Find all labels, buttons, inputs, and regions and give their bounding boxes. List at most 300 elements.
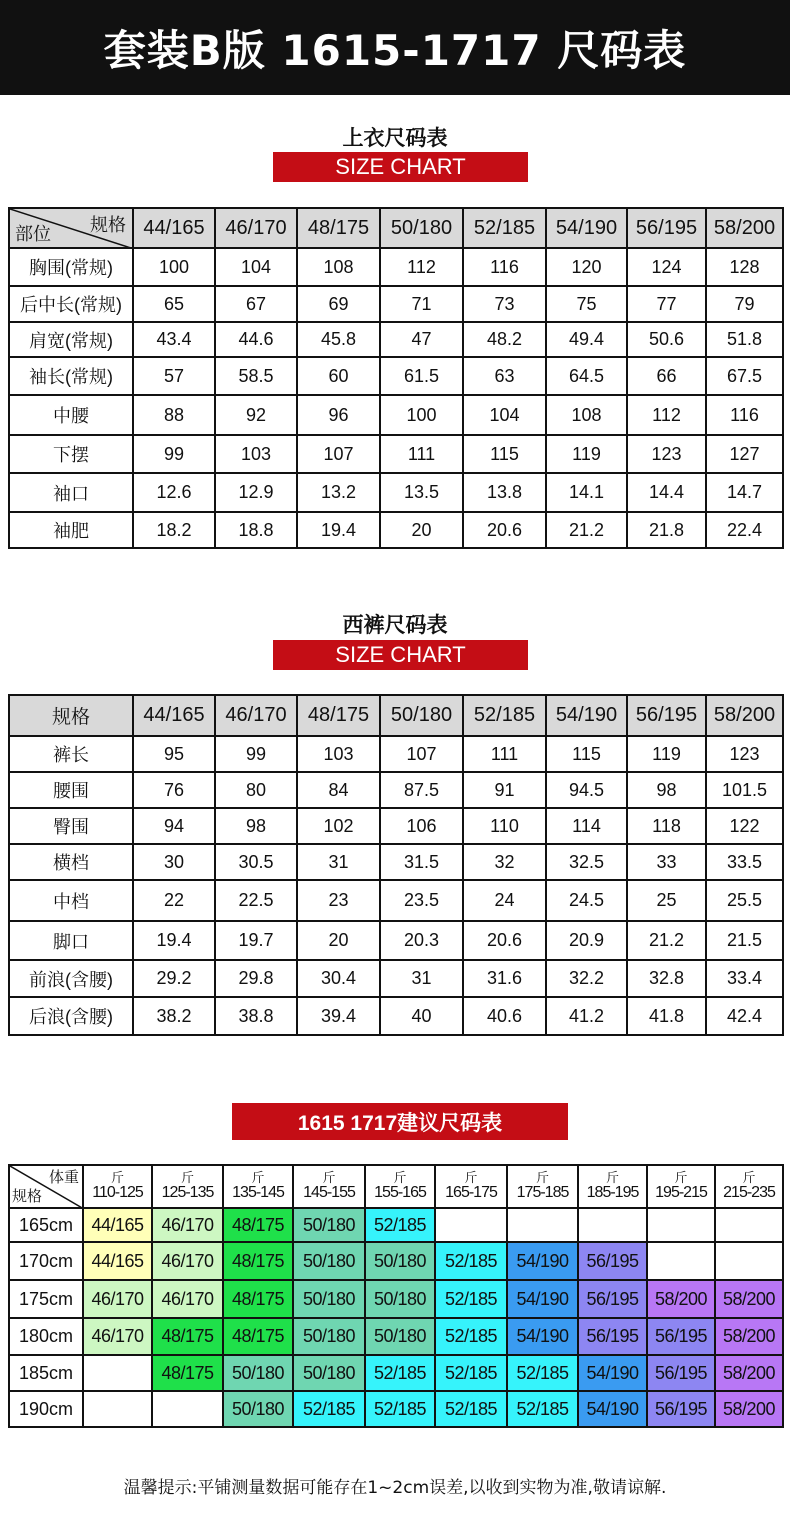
size-cell bbox=[647, 1242, 715, 1280]
table-cell: 122 bbox=[706, 808, 783, 844]
table-cell: 21.2 bbox=[546, 512, 627, 548]
table-cell: 87.5 bbox=[380, 772, 463, 808]
weight-range: 135-145 bbox=[232, 1184, 284, 1201]
size-cell bbox=[507, 1208, 578, 1242]
table-cell: 50.6 bbox=[627, 322, 706, 357]
weight-header bbox=[578, 1165, 647, 1208]
size-cell: 54/190 bbox=[507, 1280, 578, 1318]
table-cell: 31 bbox=[380, 960, 463, 997]
weight-range: 175-185 bbox=[516, 1184, 569, 1201]
size-cell bbox=[647, 1208, 715, 1242]
table-row bbox=[9, 248, 783, 286]
row-label: 袖长(常规) bbox=[9, 357, 133, 395]
table-cell: 103 bbox=[297, 736, 380, 772]
size-cell: 58/200 bbox=[647, 1280, 715, 1318]
recommend-header-row bbox=[9, 1165, 783, 1208]
row-label: 胸围(常规) bbox=[9, 248, 133, 286]
weight-unit: 斤 bbox=[742, 1170, 756, 1185]
weight-unit: 斤 bbox=[674, 1170, 688, 1185]
table-cell: 99 bbox=[215, 736, 297, 772]
row-label: 横档 bbox=[9, 844, 133, 880]
column-header: 58/200 bbox=[706, 695, 783, 736]
jacket-size-chart-tag-label: SIZE CHART bbox=[335, 154, 466, 179]
height-label: 185cm bbox=[9, 1355, 83, 1391]
column-header: 56/195 bbox=[627, 208, 706, 248]
table-cell: 30.5 bbox=[215, 844, 297, 880]
size-cell: 56/195 bbox=[647, 1318, 715, 1355]
row-label: 肩宽(常规) bbox=[9, 322, 133, 357]
weight-header bbox=[152, 1165, 223, 1208]
jacket-corner-cell bbox=[9, 208, 133, 248]
table-cell: 108 bbox=[546, 395, 627, 435]
row-label: 臀围 bbox=[9, 808, 133, 844]
recommend-chart-tag bbox=[232, 1103, 568, 1140]
size-cell bbox=[435, 1208, 507, 1242]
size-cell: 48/175 bbox=[152, 1318, 223, 1355]
pants-section-title: 西裤尺码表 bbox=[342, 613, 448, 637]
jacket-section-title: 上衣尺码表 bbox=[342, 126, 448, 150]
column-header: 58/200 bbox=[706, 208, 783, 248]
recommended-size-table bbox=[8, 1164, 784, 1428]
size-cell: 46/170 bbox=[152, 1280, 223, 1318]
pants-size-table bbox=[8, 694, 784, 1036]
size-cell: 50/180 bbox=[365, 1318, 435, 1355]
weight-unit: 斤 bbox=[110, 1170, 124, 1185]
jacket-corner bbox=[10, 209, 132, 247]
table-cell: 19.4 bbox=[133, 921, 215, 960]
height-label: 190cm bbox=[9, 1391, 83, 1427]
column-header: 50/180 bbox=[380, 695, 463, 736]
recommend-corner-cell bbox=[9, 1165, 83, 1208]
weight-header bbox=[83, 1165, 152, 1208]
weight-range: 155-165 bbox=[374, 1184, 426, 1201]
table-cell: 58.5 bbox=[215, 357, 297, 395]
table-cell: 80 bbox=[215, 772, 297, 808]
table-cell: 21.8 bbox=[627, 512, 706, 548]
size-cell: 46/170 bbox=[152, 1242, 223, 1280]
weight-header bbox=[715, 1165, 783, 1208]
table-cell: 100 bbox=[380, 395, 463, 435]
table-cell: 45.8 bbox=[297, 322, 380, 357]
table-cell: 40 bbox=[380, 997, 463, 1035]
table-cell: 31.6 bbox=[463, 960, 546, 997]
table-row bbox=[9, 808, 783, 844]
weight-range: 145-155 bbox=[303, 1184, 355, 1201]
pants-size-chart-tag-label: SIZE CHART bbox=[335, 642, 466, 667]
table-row bbox=[9, 960, 783, 997]
table-cell: 38.8 bbox=[215, 997, 297, 1035]
size-cell: 50/180 bbox=[223, 1355, 293, 1391]
table-cell: 79 bbox=[706, 286, 783, 322]
table-cell: 115 bbox=[546, 736, 627, 772]
weight-unit: 斤 bbox=[535, 1170, 549, 1185]
row-label: 前浪(含腰) bbox=[9, 960, 133, 997]
table-cell: 14.4 bbox=[627, 473, 706, 512]
row-label: 下摆 bbox=[9, 435, 133, 473]
weight-unit: 斤 bbox=[393, 1170, 407, 1185]
table-row bbox=[9, 772, 783, 808]
weight-header bbox=[365, 1165, 435, 1208]
weight-range: 125-135 bbox=[161, 1184, 214, 1201]
table-cell: 98 bbox=[215, 808, 297, 844]
size-cell: 50/180 bbox=[293, 1242, 365, 1280]
table-cell: 123 bbox=[706, 736, 783, 772]
column-header: 48/175 bbox=[297, 695, 380, 736]
table-cell: 20 bbox=[380, 512, 463, 548]
recommend-row bbox=[9, 1318, 783, 1355]
table-row bbox=[9, 473, 783, 512]
table-cell: 31.5 bbox=[380, 844, 463, 880]
table-cell: 98 bbox=[627, 772, 706, 808]
weight-header bbox=[223, 1165, 293, 1208]
table-cell: 20.9 bbox=[546, 921, 627, 960]
table-cell: 94 bbox=[133, 808, 215, 844]
size-cell: 52/185 bbox=[365, 1208, 435, 1242]
table-cell: 119 bbox=[627, 736, 706, 772]
size-cell: 56/195 bbox=[578, 1280, 647, 1318]
size-cell: 50/180 bbox=[293, 1280, 365, 1318]
table-cell: 32.5 bbox=[546, 844, 627, 880]
jacket-size-chart-tag bbox=[273, 152, 528, 182]
size-cell: 48/175 bbox=[223, 1318, 293, 1355]
table-cell: 69 bbox=[297, 286, 380, 322]
table-cell: 25.5 bbox=[706, 880, 783, 921]
column-header: 54/190 bbox=[546, 695, 627, 736]
table-cell: 112 bbox=[380, 248, 463, 286]
pants-corner-cell: 规格 bbox=[9, 695, 133, 736]
row-label: 袖口 bbox=[9, 473, 133, 512]
size-cell: 48/175 bbox=[223, 1280, 293, 1318]
jacket-header-row bbox=[9, 208, 783, 248]
table-cell: 40.6 bbox=[463, 997, 546, 1035]
size-cell: 52/185 bbox=[293, 1391, 365, 1427]
table-cell: 108 bbox=[297, 248, 380, 286]
table-cell: 101.5 bbox=[706, 772, 783, 808]
jacket-size-table bbox=[8, 207, 784, 549]
weight-range: 215-235 bbox=[723, 1184, 775, 1201]
table-cell: 92 bbox=[215, 395, 297, 435]
table-cell: 31 bbox=[297, 844, 380, 880]
table-cell: 95 bbox=[133, 736, 215, 772]
table-cell: 32 bbox=[463, 844, 546, 880]
column-header: 56/195 bbox=[627, 695, 706, 736]
table-cell: 12.6 bbox=[133, 473, 215, 512]
table-cell: 30 bbox=[133, 844, 215, 880]
table-cell: 127 bbox=[706, 435, 783, 473]
corner-label-size: 规格 bbox=[12, 1188, 43, 1205]
table-cell: 12.9 bbox=[215, 473, 297, 512]
table-cell: 100 bbox=[133, 248, 215, 286]
row-label: 腰围 bbox=[9, 772, 133, 808]
table-cell: 110 bbox=[463, 808, 546, 844]
size-cell: 58/200 bbox=[715, 1280, 783, 1318]
table-row bbox=[9, 880, 783, 921]
table-cell: 88 bbox=[133, 395, 215, 435]
size-cell bbox=[578, 1208, 647, 1242]
size-cell: 56/195 bbox=[578, 1242, 647, 1280]
table-cell: 29.8 bbox=[215, 960, 297, 997]
weight-header bbox=[647, 1165, 715, 1208]
page-title-banner bbox=[0, 0, 790, 95]
table-cell: 67.5 bbox=[706, 357, 783, 395]
weight-range: 165-175 bbox=[445, 1184, 497, 1201]
table-cell: 19.7 bbox=[215, 921, 297, 960]
table-cell: 44.6 bbox=[215, 322, 297, 357]
recommend-chart-tag-label: 1615 1717建议尺码表 bbox=[297, 1111, 503, 1135]
table-cell: 30.4 bbox=[297, 960, 380, 997]
table-cell: 48.2 bbox=[463, 322, 546, 357]
size-cell: 52/185 bbox=[365, 1355, 435, 1391]
table-cell: 61.5 bbox=[380, 357, 463, 395]
recommend-row bbox=[9, 1280, 783, 1318]
size-cell: 50/180 bbox=[293, 1208, 365, 1242]
row-label: 后中长(常规) bbox=[9, 286, 133, 322]
table-row bbox=[9, 395, 783, 435]
recommend-row bbox=[9, 1391, 783, 1427]
row-label: 后浪(含腰) bbox=[9, 997, 133, 1035]
size-cell: 56/195 bbox=[578, 1318, 647, 1355]
weight-range: 110-125 bbox=[92, 1184, 143, 1201]
table-cell: 19.4 bbox=[297, 512, 380, 548]
weight-header bbox=[293, 1165, 365, 1208]
table-cell: 33 bbox=[627, 844, 706, 880]
height-label: 165cm bbox=[9, 1208, 83, 1242]
column-header: 46/170 bbox=[215, 208, 297, 248]
table-cell: 13.8 bbox=[463, 473, 546, 512]
size-cell: 46/170 bbox=[152, 1208, 223, 1242]
table-cell: 103 bbox=[215, 435, 297, 473]
size-cell: 58/200 bbox=[715, 1355, 783, 1391]
table-cell: 22.5 bbox=[215, 880, 297, 921]
size-cell bbox=[83, 1391, 152, 1427]
table-cell: 20.6 bbox=[463, 512, 546, 548]
table-cell: 94.5 bbox=[546, 772, 627, 808]
table-cell: 23 bbox=[297, 880, 380, 921]
size-cell: 44/165 bbox=[83, 1208, 152, 1242]
table-cell: 57 bbox=[133, 357, 215, 395]
pants-header-row bbox=[9, 695, 783, 736]
column-header: 52/185 bbox=[463, 695, 546, 736]
table-cell: 63 bbox=[463, 357, 546, 395]
size-cell bbox=[715, 1208, 783, 1242]
pants-size-chart-tag bbox=[273, 640, 528, 670]
table-cell: 116 bbox=[706, 395, 783, 435]
table-cell: 23.5 bbox=[380, 880, 463, 921]
column-header: 50/180 bbox=[380, 208, 463, 248]
size-cell: 50/180 bbox=[223, 1391, 293, 1427]
table-cell: 96 bbox=[297, 395, 380, 435]
size-cell: 46/170 bbox=[83, 1280, 152, 1318]
table-cell: 43.4 bbox=[133, 322, 215, 357]
table-cell: 124 bbox=[627, 248, 706, 286]
page-title: 套装B版 1615-1717 尺码表 bbox=[103, 25, 687, 75]
table-cell: 91 bbox=[463, 772, 546, 808]
table-row bbox=[9, 921, 783, 960]
weight-range: 195-215 bbox=[655, 1184, 707, 1201]
size-cell bbox=[83, 1355, 152, 1391]
table-cell: 25 bbox=[627, 880, 706, 921]
table-cell: 18.2 bbox=[133, 512, 215, 548]
table-cell: 60 bbox=[297, 357, 380, 395]
table-cell: 20 bbox=[297, 921, 380, 960]
table-cell: 24 bbox=[463, 880, 546, 921]
size-cell: 54/190 bbox=[507, 1318, 578, 1355]
table-cell: 14.7 bbox=[706, 473, 783, 512]
weight-unit: 斤 bbox=[251, 1170, 265, 1185]
table-cell: 47 bbox=[380, 322, 463, 357]
size-cell: 52/185 bbox=[435, 1318, 507, 1355]
row-label: 中档 bbox=[9, 880, 133, 921]
table-cell: 22.4 bbox=[706, 512, 783, 548]
table-cell: 33.5 bbox=[706, 844, 783, 880]
size-cell: 52/185 bbox=[435, 1242, 507, 1280]
size-cell: 52/185 bbox=[507, 1355, 578, 1391]
table-cell: 84 bbox=[297, 772, 380, 808]
table-cell: 20.3 bbox=[380, 921, 463, 960]
weight-unit: 斤 bbox=[464, 1170, 478, 1185]
table-cell: 21.5 bbox=[706, 921, 783, 960]
corner-label-size: 规格 bbox=[90, 215, 126, 235]
recommend-row bbox=[9, 1355, 783, 1391]
table-cell: 41.8 bbox=[627, 997, 706, 1035]
height-label: 180cm bbox=[9, 1318, 83, 1355]
column-header: 44/165 bbox=[133, 695, 215, 736]
row-label: 中腰 bbox=[9, 395, 133, 435]
table-cell: 32.2 bbox=[546, 960, 627, 997]
table-cell: 99 bbox=[133, 435, 215, 473]
size-cell: 56/195 bbox=[647, 1391, 715, 1427]
table-cell: 24.5 bbox=[546, 880, 627, 921]
table-cell: 38.2 bbox=[133, 997, 215, 1035]
table-cell: 120 bbox=[546, 248, 627, 286]
table-cell: 51.8 bbox=[706, 322, 783, 357]
recommend-row bbox=[9, 1242, 783, 1280]
size-cell bbox=[715, 1242, 783, 1280]
table-cell: 102 bbox=[297, 808, 380, 844]
weight-unit: 斤 bbox=[180, 1170, 194, 1185]
measurement-notice: 温馨提示:平铺测量数据可能存在1~2cm误差,以收到实物为准,敬请谅解. bbox=[123, 1478, 667, 1498]
table-cell: 22 bbox=[133, 880, 215, 921]
weight-header bbox=[435, 1165, 507, 1208]
size-cell: 50/180 bbox=[293, 1318, 365, 1355]
table-row bbox=[9, 997, 783, 1035]
size-cell: 50/180 bbox=[293, 1355, 365, 1391]
size-cell: 46/170 bbox=[83, 1318, 152, 1355]
table-cell: 67 bbox=[215, 286, 297, 322]
table-cell: 76 bbox=[133, 772, 215, 808]
corner-label-weight: 体重 bbox=[48, 1169, 79, 1186]
table-cell: 104 bbox=[215, 248, 297, 286]
size-cell: 50/180 bbox=[365, 1280, 435, 1318]
table-row bbox=[9, 286, 783, 322]
recommend-corner bbox=[10, 1166, 82, 1207]
table-cell: 114 bbox=[546, 808, 627, 844]
size-cell: 56/195 bbox=[647, 1355, 715, 1391]
size-cell: 54/190 bbox=[507, 1242, 578, 1280]
table-cell: 115 bbox=[463, 435, 546, 473]
row-label: 脚口 bbox=[9, 921, 133, 960]
size-cell: 52/185 bbox=[435, 1355, 507, 1391]
table-cell: 119 bbox=[546, 435, 627, 473]
size-cell: 50/180 bbox=[365, 1242, 435, 1280]
table-cell: 13.2 bbox=[297, 473, 380, 512]
weight-header bbox=[507, 1165, 578, 1208]
weight-range: 185-195 bbox=[586, 1184, 639, 1201]
table-cell: 32.8 bbox=[627, 960, 706, 997]
table-cell: 107 bbox=[297, 435, 380, 473]
table-row bbox=[9, 435, 783, 473]
table-cell: 41.2 bbox=[546, 997, 627, 1035]
table-cell: 104 bbox=[463, 395, 546, 435]
row-label: 裤长 bbox=[9, 736, 133, 772]
size-cell: 52/185 bbox=[435, 1280, 507, 1318]
table-cell: 13.5 bbox=[380, 473, 463, 512]
column-header: 44/165 bbox=[133, 208, 215, 248]
table-cell: 21.2 bbox=[627, 921, 706, 960]
weight-unit: 斤 bbox=[605, 1170, 619, 1185]
table-cell: 116 bbox=[463, 248, 546, 286]
table-cell: 64.5 bbox=[546, 357, 627, 395]
size-cell: 54/190 bbox=[578, 1391, 647, 1427]
table-cell: 66 bbox=[627, 357, 706, 395]
size-cell bbox=[152, 1391, 223, 1427]
table-cell: 71 bbox=[380, 286, 463, 322]
table-row bbox=[9, 322, 783, 357]
table-cell: 49.4 bbox=[546, 322, 627, 357]
table-cell: 128 bbox=[706, 248, 783, 286]
size-cell: 48/175 bbox=[152, 1355, 223, 1391]
size-cell: 52/185 bbox=[507, 1391, 578, 1427]
table-cell: 118 bbox=[627, 808, 706, 844]
table-cell: 112 bbox=[627, 395, 706, 435]
table-row bbox=[9, 736, 783, 772]
height-label: 170cm bbox=[9, 1242, 83, 1280]
table-cell: 18.8 bbox=[215, 512, 297, 548]
row-label: 袖肥 bbox=[9, 512, 133, 548]
column-header: 48/175 bbox=[297, 208, 380, 248]
table-cell: 65 bbox=[133, 286, 215, 322]
size-cell: 58/200 bbox=[715, 1391, 783, 1427]
corner-label-part: 部位 bbox=[15, 224, 51, 244]
table-cell: 33.4 bbox=[706, 960, 783, 997]
column-header: 54/190 bbox=[546, 208, 627, 248]
table-cell: 123 bbox=[627, 435, 706, 473]
table-row bbox=[9, 357, 783, 395]
weight-unit: 斤 bbox=[322, 1170, 336, 1185]
size-cell: 48/175 bbox=[223, 1208, 293, 1242]
table-row bbox=[9, 844, 783, 880]
table-row bbox=[9, 512, 783, 548]
size-cell: 54/190 bbox=[578, 1355, 647, 1391]
column-header: 46/170 bbox=[215, 695, 297, 736]
table-cell: 14.1 bbox=[546, 473, 627, 512]
table-cell: 39.4 bbox=[297, 997, 380, 1035]
table-cell: 111 bbox=[380, 435, 463, 473]
recommend-row bbox=[9, 1208, 783, 1242]
column-header: 52/185 bbox=[463, 208, 546, 248]
table-cell: 29.2 bbox=[133, 960, 215, 997]
table-cell: 107 bbox=[380, 736, 463, 772]
table-cell: 75 bbox=[546, 286, 627, 322]
table-cell: 73 bbox=[463, 286, 546, 322]
table-cell: 77 bbox=[627, 286, 706, 322]
table-cell: 106 bbox=[380, 808, 463, 844]
height-label: 175cm bbox=[9, 1280, 83, 1318]
size-cell: 52/185 bbox=[435, 1391, 507, 1427]
table-cell: 111 bbox=[463, 736, 546, 772]
size-cell: 52/185 bbox=[365, 1391, 435, 1427]
size-cell: 44/165 bbox=[83, 1242, 152, 1280]
